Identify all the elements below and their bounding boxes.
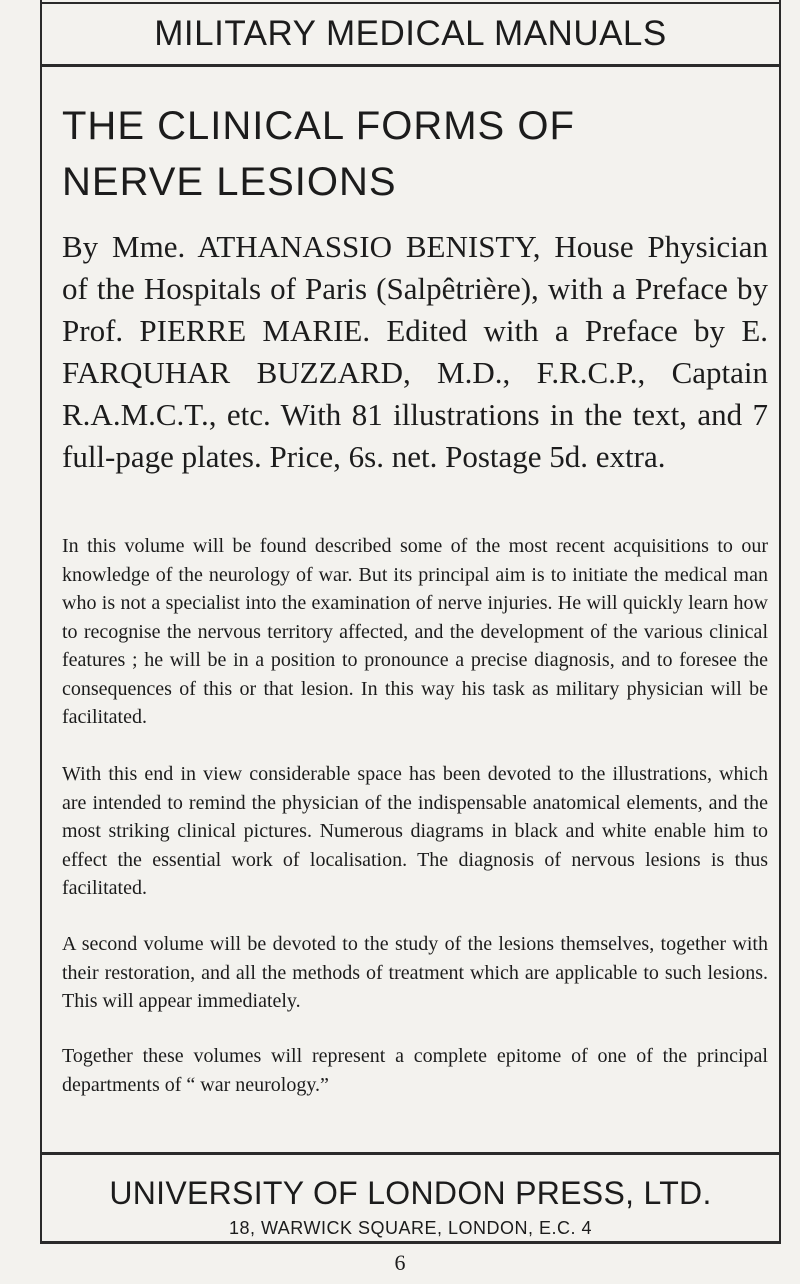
footer-divider-top xyxy=(40,1152,781,1155)
body-paragraph-4: Together these volumes will represent a complete epitome of one of the principal departments of “ war neurology.” xyxy=(62,1045,768,1096)
frame-right-border xyxy=(779,0,781,1244)
header-divider xyxy=(40,64,781,67)
book-description: By Mme. ATHANASSIO BENISTY, House Physician of the Hospitals of Paris (Salpêtrière), with a Preface by Prof. PIERRE MARIE. Edited with a Preface by E. FARQUHAR BUZZARD, M.D., F.R.C.P., Captain R.A.M.C.T., etc. With 81 illustrations in the text, and 7 full-page plates. Price, 6s. net. Postage 5d. extra. xyxy=(62,229,768,474)
body-paragraph-1: In this volume will be found described some of the most recent acquisitions to our knowledge of the neurology of war. But its principal aim is to initiate the medical man who is not a specialist into the examination of nerve injuries. He will quickly learn how to recognise the nervous territory affected, and the development of the various clinical features ; he will be in a position to pronounce a precise diagnosis, and to foresee the consequences of this or that lesion. In this way his task as military physician will be facilitated. xyxy=(62,535,768,728)
frame-top-border xyxy=(40,2,781,4)
publisher-address: 18, WARWICK SQUARE, LONDON, E.C. 4 xyxy=(228,1218,593,1238)
book-title-line-1: THE CLINICAL FORMS OF xyxy=(62,104,575,148)
publisher-name: UNIVERSITY OF LONDON PRESS, LTD. xyxy=(109,1175,712,1211)
footer-divider-bottom xyxy=(40,1241,781,1244)
series-heading: MILITARY MEDICAL MANUALS xyxy=(154,14,667,53)
frame-left-border xyxy=(40,0,42,1244)
book-title-line-2: NERVE LESIONS xyxy=(62,160,397,204)
body-paragraph-3: A second volume will be devoted to the study of the lesions themselves, together with their restoration, and all the methods of treatment which are applicable to such lesions. This will appear immediately. xyxy=(62,933,768,1012)
body-paragraph-2: With this end in view considerable space has been devoted to the illustrations, which are intended to remind the physician of the indispensable anatomical elements, and the most striking clinical pictures. Numerous diagrams in black and white enable him to effect the essential work of localisation. The diagnosis of nervous lesions is thus facilitated. xyxy=(62,763,768,899)
page-number: 6 xyxy=(394,1250,406,1275)
